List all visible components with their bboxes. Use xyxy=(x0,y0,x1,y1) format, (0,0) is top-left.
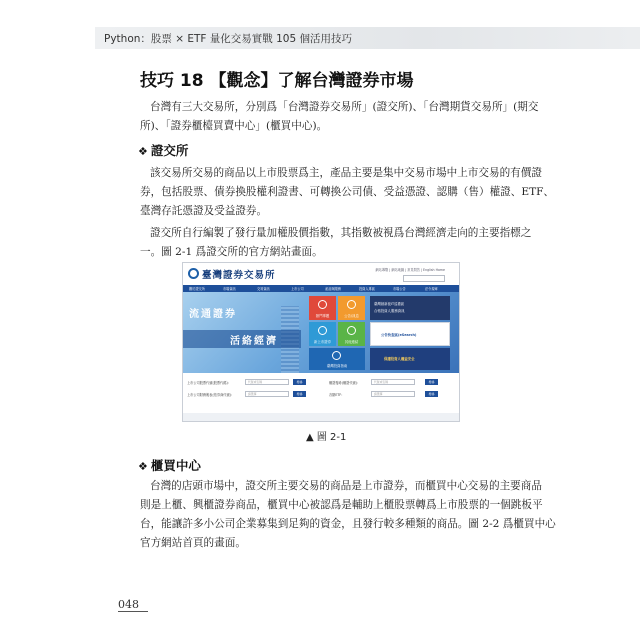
subheading-tpex xyxy=(138,456,201,474)
tile-announcements xyxy=(338,296,365,320)
form-placeholder: 請選擇 xyxy=(248,392,257,396)
site-hero-banner xyxy=(183,292,459,373)
tile-icon xyxy=(318,326,327,335)
panel-text: 公告快查區(eSearch) xyxy=(381,333,417,337)
subheading-twse xyxy=(138,141,188,159)
tile-label: 熱門專題 xyxy=(315,314,330,318)
tile-icon xyxy=(347,326,356,335)
site-search-input xyxy=(403,275,445,282)
hero-line-1: 流通證券 xyxy=(189,309,237,320)
form-input xyxy=(245,379,289,385)
form-label: 上市公司財務報表(依券商代號)： xyxy=(187,393,235,397)
form-input xyxy=(371,379,415,385)
tpex-para-line-2: 則是上櫃、興櫃證券商品，櫃買中心被認爲是輔助上櫃股票轉爲上市股票的一個跳板平 xyxy=(140,499,543,511)
tile-investor-guide xyxy=(309,348,365,370)
intro-line-1: 台灣有三大交易所，分別爲「台灣證券交易所」(證交所)、「台灣期貨交易所」(期交 xyxy=(150,101,539,113)
tile-icon xyxy=(318,300,327,309)
tpex-para-line-1: 台灣的店頭市場中，證交所主要交易的商品是上市證券，而櫃買中心交易的主要商品 xyxy=(150,480,542,492)
form-button: 搜尋 xyxy=(293,391,306,397)
form-button: 搜尋 xyxy=(425,379,438,385)
bullet-diamond-icon: ❖ xyxy=(138,145,148,158)
site-footer xyxy=(183,413,459,421)
running-header: Python：股票 × ETF 量化交易實戰 105 個活用技巧 xyxy=(104,33,353,45)
tile-icon xyxy=(347,300,356,309)
form-placeholder: 代號或名稱 xyxy=(374,380,388,384)
panel-esearch xyxy=(370,322,450,346)
twse-para1-line-2: 券，包括股票、債券換股權利證書、可轉換公司債、受益憑證、認購（售）權證、ETF、 xyxy=(140,186,555,198)
form-button: 搜尋 xyxy=(293,379,306,385)
nav-item: 關於證交所 xyxy=(189,287,205,291)
panel-investor-protection xyxy=(370,348,450,370)
nav-item: 產品與服務 xyxy=(325,287,341,291)
tile-label: 新上市證券 xyxy=(314,340,331,344)
nav-item: 上市公司 xyxy=(291,287,304,291)
figure-twse-website xyxy=(182,262,460,422)
site-navbar xyxy=(183,285,459,292)
form-label: 各類ETF： xyxy=(329,393,345,397)
section-title: 技巧 18 【觀念】了解台灣證券市場 xyxy=(140,71,414,91)
nav-item: 市場資訊 xyxy=(223,287,236,291)
form-row-2 xyxy=(183,391,459,399)
form-label: 權證搜尋(權證代號)： xyxy=(329,381,361,385)
tile-label: 其他連結 xyxy=(344,340,359,344)
nav-item: 市場公告 xyxy=(393,287,406,291)
nav-item: 投資人專區 xyxy=(359,287,375,291)
tile-other-links xyxy=(338,322,365,346)
hero-line-2: 活絡經濟 xyxy=(230,336,278,347)
twse-para2-line-1: 證交所自行編製了發行量加權股價指數，其指數被視爲台灣經濟走向的主要指標之 xyxy=(150,227,532,239)
tile-label: 公告/訊息 xyxy=(344,314,359,318)
form-label: 上市公司股票代號(股票代碼)： xyxy=(187,381,231,385)
site-logo: 臺灣證券交易所 xyxy=(202,270,276,281)
subheading-tpex-title: 櫃買中心 xyxy=(150,458,201,473)
nav-item: 交易資訊 xyxy=(257,287,270,291)
tile-icon xyxy=(332,351,341,360)
tpex-para-line-4: 官方網站首頁的畫面。 xyxy=(140,537,246,549)
form-row-1 xyxy=(183,379,459,387)
tpex-para-line-3: 台，能讓許多小公司企業募集到足夠的資金，且發行較多種類的商品。圖 2-2 爲櫃買中心 xyxy=(140,518,556,530)
form-placeholder: 請選擇 xyxy=(374,392,383,396)
figure-caption: ▲ 圖 2-1 xyxy=(306,432,347,443)
twse-logo-icon xyxy=(188,268,199,279)
form-placeholder: 代號或名稱 xyxy=(248,380,262,384)
site-header xyxy=(183,263,459,284)
intro-line-2: 所)、「證券櫃檯買賣中心」(櫃買中心)。 xyxy=(140,120,328,132)
page-number: 048 xyxy=(118,598,139,611)
twse-para1-line-1: 該交易所交易的商品以上市股票爲主，產品主要是集中交易市場中上市交易的有價證 xyxy=(150,167,542,179)
form-button: 搜尋 xyxy=(425,391,438,397)
tile-hot-topics xyxy=(309,296,336,320)
panel-innovation-board xyxy=(370,296,450,320)
subheading-twse-title: 證交所 xyxy=(150,143,189,158)
panel-text: 合格投資人服務資訊 xyxy=(374,309,405,313)
tile-new-listings xyxy=(309,322,336,346)
form-input xyxy=(371,391,415,397)
nav-item: 法令規章 xyxy=(425,287,438,291)
tile-label: 臺灣投資指南 xyxy=(326,364,348,368)
page-number-rule xyxy=(118,611,148,612)
panel-text: 臺灣創新板IT巡禮區 xyxy=(374,302,405,306)
panel-text: 保護投資人權益安全 xyxy=(384,357,415,361)
twse-para1-line-3: 臺灣存託憑證及受益證券。 xyxy=(140,205,268,217)
bullet-diamond-icon: ❖ xyxy=(138,460,148,473)
site-toplinks: 網站導覽 | 網站地圖 | 常見問答 | English Home xyxy=(375,268,445,272)
form-input xyxy=(245,391,289,397)
twse-para2-line-2: 一。圖 2-1 爲證交所的官方網站畫面。 xyxy=(140,246,323,258)
